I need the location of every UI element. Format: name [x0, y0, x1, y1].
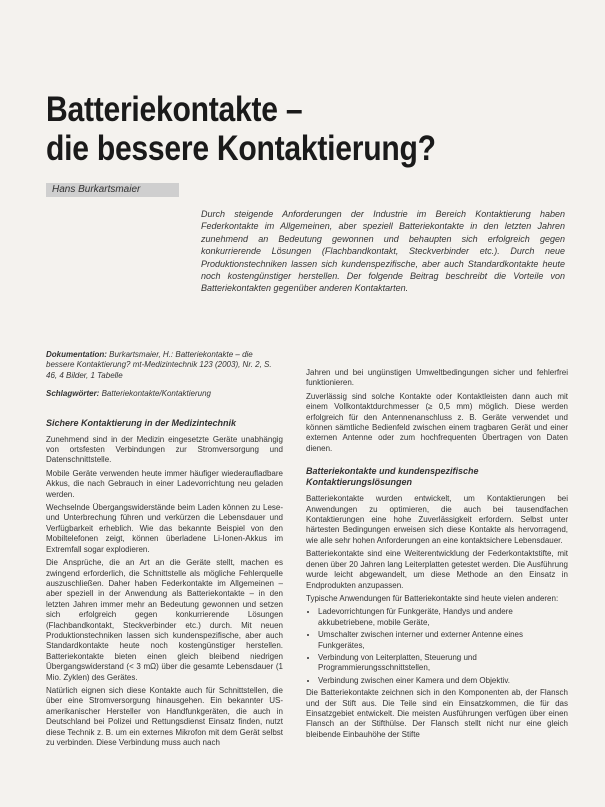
- right-column: [306, 368, 568, 743]
- keywords: [46, 389, 283, 399]
- left-paragraph: Wechselnde Übergangswiderstände beim Laden können zu Lese- und Unterbrechung führen und verkürzen die Lebensdauer und Verfügbarkeit erheblich. Wie das bekannte Beispiel von den Mobiltelefonen zeigt, können überladene Li-Ionen-Akkus im Extremfall sogar explodieren.: [46, 503, 283, 554]
- title-line-1: Batteriekontakte –: [46, 90, 303, 129]
- section-heading-left: Sichere Kontaktierung in der Medizintechnik: [46, 417, 237, 428]
- documentation-label: Dokumentation:: [46, 350, 107, 359]
- left-paragraph: Mobile Geräte verwenden heute immer häufiger wiederaufladbare Akkus, die nach Gebrauch in einer Ladevorrichtung neu geladen werden.: [46, 468, 283, 499]
- author-name: Hans Burkartsmaier: [52, 184, 141, 195]
- right-paragraph: Jahren und bei ungünstigen Umweltbedingungen sicher und fehlerfrei funktionieren.: [306, 368, 568, 388]
- left-paragraph: Zunehmend sind in der Medizin eingesetzte Geräte unabhängig von ortsfesten Verbindungen zur Stromversorgung und Datenschnittstelle.: [46, 434, 283, 465]
- list-item: • Verbindung von Leiterplatten, Steuerung und Programmierungsschnittstellen,: [318, 653, 568, 674]
- application-list: [306, 607, 568, 686]
- title-line-2: die bessere Kontaktierung?: [46, 129, 436, 168]
- abstract: Durch steigende Anforderungen der Industrie im Bereich Kontaktierung haben Federkontakte im Allgemeinen, aber speziell Batteriekontakte in den letzten Jahren zunehmend an Bedeutung gewonnen und behaupten sich erfolgreich gegen konkurrierende Lösungen (Flachbandkontakt, Steckverbinder etc.). Durch neue Produktionstechniken lassen sich kundenspezifische, aber auch Standardkontakte heute noch kostengünstiger herstellen. Der folgende Beitrag beschreibt die Vorteile von Batteriekontakten gegenüber anderen Kontaktarten.: [201, 209, 565, 294]
- right-paragraph: Batteriekontakte sind eine Weiterentwicklung der Federkontaktstifte, mit denen über 20 Jahren lang Leiterplatten getestet werden. Die Ausführung wurde leicht abgewandelt, um diese Methode an den Einsatz in Endprodukten anzupassen.: [306, 549, 568, 590]
- article-title: [46, 90, 510, 168]
- list-item: • Umschalter zwischen interner und externer Antenne eines Funkgerätes,: [318, 630, 568, 651]
- right-paragraph: Zuverlässig sind solche Kontakte oder Kontaktleisten dann auch mit einem Vollkontaktdurchmesser (≥ 0,5 mm) möglich. Diese werden erfolgreich für den Antennenanschluss z. B. Geräte verwendet und können sämtliche Bedienfeld zwischen einem tragbaren Gerät und einer externen Antenne oder zum hochfrequenten Übertragen von Daten dienen.: [306, 391, 568, 453]
- section-heading-right: Batteriekontakte und kundenspezifische Kontaktierungslösungen: [306, 466, 479, 488]
- list-item: • Ladevorrichtungen für Funkgeräte, Handys und andere akkubetriebene, mobile Geräte,: [318, 607, 568, 628]
- documentation: [46, 350, 283, 381]
- left-column: [46, 350, 283, 751]
- keywords-label: Schlagwörter:: [46, 389, 100, 399]
- documentation-text: Burkartsmaier, H.: Batteriekontakte – die bessere Kontaktierung? mt-Medizintechnik 123 (2003), Nr. 2, S. 46, 4 Bilder, 1 Tabelle: [46, 350, 272, 380]
- left-paragraph: Natürlich eignen sich diese Kontakte auch für Schnittstellen, die über eine Stromversorgung hinausgehen. Ein bekannter US-amerikanischer Hersteller von Handfunkgeräten, die auch in Deutschland bei Polizei und Rettungsdienst Einsatz finden, nutzt diese Technik z. B. um ein externes Mikrofon mit dem Gerät selbst zu verbinden. Diese Verbindung muss auch nach: [46, 685, 283, 747]
- right-paragraph: Batteriekontakte wurden entwickelt, um Kontaktierungen bei Anwendungen zu optimieren, die auch bei tausendfachen Kontaktierungen eine hohe Zuverlässigkeit erfordern. Selbst unter härtesten Bedingungen erweisen sich diese Kontakte als hervorragend, wie alle sehr hohen Anforderungen an eine kontaktsichere Lebensdauer.: [306, 494, 568, 545]
- right-paragraph: Typische Anwendungen für Batteriekontakte sind heute vielen anderen:: [306, 593, 559, 603]
- right-paragraph: Die Batteriekontakte zeichnen sich in den Komponenten ab, der Flansch und der Stift aus. Die Teile sind ein Einsatzkommen, die für das Einsatzgebiet entwickelt. Die meisten Ausführungen verfügen über einen Flansch an der Stifthülse. Der Flansch stellt nicht nur eine gleich bleibende Einbauhöhe der Stifte: [306, 688, 568, 739]
- keywords-text: Batteriekontakte/Kontaktierung: [101, 389, 211, 399]
- list-item: • Verbindung zwischen einer Kamera und dem Objektiv.: [318, 676, 568, 686]
- left-paragraph: Die Ansprüche, die an Art an die Geräte stellt, machen es zwingend erforderlich, die Schnittstelle als mögliche Fehlerquelle auszuschließen. Daher haben Federkontakte im Allgemeinen – aber speziell in der Anwendung als Batteriekontakte – in den letzten Jahren immer mehr an Bedeutung gewonnen und setzen sich erfolgreich gegen konkurrierende Lösungen (Flachbandkontakt, Steckverbinder etc.) durch. Mit neuen Produktionstechniken lassen sich kundenspezifische, aber auch Standardkontakte heute noch kostengünstiger herstellen. Batteriekontakte bieten einen gleich bleibend niedrigen Übergangswiderstand (< 3 mΩ) über die gesamte Lebensdauer (1 Mio. Zyklen) des Gerätes.: [46, 558, 283, 682]
